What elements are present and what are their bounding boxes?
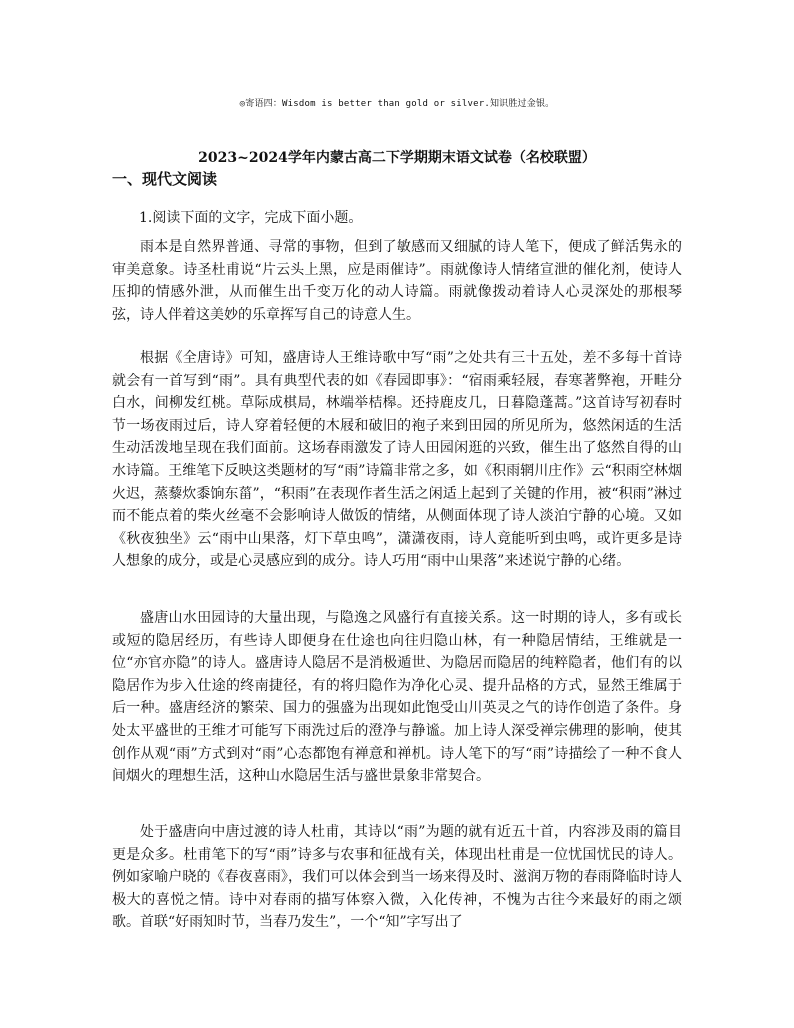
paragraph-3: 盛唐山水田园诗的大量出现，与隐逸之风盛行有直接关系。这一时期的诗人，多有或长或短的隐居经历，有些诗人即便身在仕途也向往归隐山林，有一种隐居情结，王维就是一位“亦官亦隐”的诗人。盛唐诗人隐居不是消极遁世、为隐居而隐居的纯粹隐者，他们有的以隐居作为步入仕途的终南捷径，有的将归隐作为净化心灵、提升品格的方式，显然王维属于后一种。盛唐经济的繁荣、国力的强盛为出现如此饱受山川英灵之气的诗作创造了条件。身处太平盛世的王维才可能写下雨洗过后的澄净与静谧。加上诗人深受禅宗佛理的影响，使其创作从观“雨”方式到对“雨”心态都饱有禅意和禅机。诗人笔下的写“雨”诗描绘了一种不食人间烟火的理想生活，这种山水隐居生活与盛世景象非常契合。 [112, 610, 682, 785]
header-motto: ◎寄语四：Wisdom is better than gold or silver.知识胜过金银。 [239, 99, 555, 109]
paragraph-4: 处于盛唐向中唐过渡的诗人杜甫，其诗以“雨”为题的就有近五十首，内容涉及雨的篇目更是众多。杜甫笔下的写“雨”诗多与农事和征战有关，体现出杜甫是一位忧国忧民的诗人。例如家喻户晓的《春夜喜雨》，我们可以体会到当一场来得及时、滋润万物的春雨降临时诗人极大的喜悦之情。诗中对春雨的描写体察入微，入化传神，不愧为古往今来最好的雨之颂歌。首联“好雨知时节，当春乃发生”，一个“知”字写出了 [112, 824, 682, 931]
page-title: 2023~2024学年内蒙古高二下学期期末语文试卷（名校联盟） [198, 150, 596, 166]
section-heading: 一、现代文阅读 [112, 170, 218, 188]
paragraph-1: 雨本是自然界普通、寻常的事物，但到了敏感而又细腻的诗人笔下，便成了鲜活隽永的审美意象。诗圣杜甫说“片云头上黑，应是雨催诗”。雨就像诗人情绪宣泄的催化剂，使诗人压抑的情感外泄，从而催生出千变万化的动人诗篇。雨就像拨动着诗人心灵深处的那根琴弦，诗人伴着这美妙的乐章挥写自己的诗意人生。 [112, 239, 682, 323]
paragraph-2: 根据《全唐诗》可知，盛唐诗人王维诗歌中写“雨”之处共有三十五处，差不多每十首诗就会有一首写到“雨”。具有典型代表的如《春园即事》：“宿雨乘轻屐，春寒著弊袍，开畦分白水，间柳发红桃。草际成棋局，林端举桔槔。还持鹿皮几，日暮隐蓬蒿。”这首诗写初春时节一场夜雨过后，诗人穿着轻便的木屐和破旧的袍子来到田园的所见所为，悠然闲适的生活生动活泼地呈现在我们面前。这场春雨激发了诗人田园闲逛的兴致，催生出了悠然自得的山水诗篇。王维笔下反映这类题材的写“雨”诗篇非常之多，如《积雨辋川庄作》云“积雨空林烟火迟，蒸藜炊黍饷东菑”，“积雨”在表现作者生活之闲适上起到了关键的作用，被“积雨”淋过而不能点着的柴火丝毫不会影响诗人做饭的情绪，从侧面体现了诗人淡泊宁静的心境。又如《秋夜独坐》云“雨中山果落，灯下草虫鸣”，潇潇夜雨，诗人竟能听到虫鸣，或许更多是诗人想象的成分，或是心灵感应到的成分。诗人巧用“雨中山果落”来述说宁静的心绪。 [112, 350, 682, 570]
question-instruction: 1.阅读下面的文字，完成下面小题。 [139, 210, 363, 226]
